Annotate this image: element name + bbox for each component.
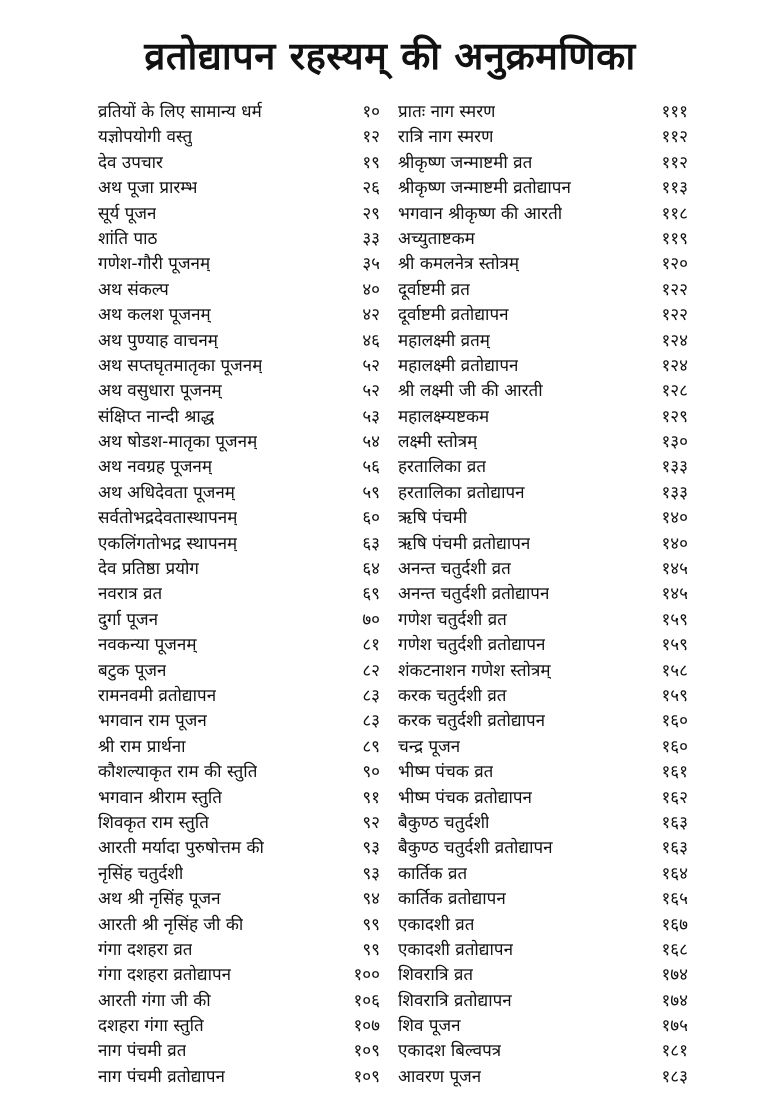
toc-entry-title: शंकटनाशन गणेश स्तोत्रम्	[398, 660, 551, 681]
toc-entry-page-number: १११	[661, 102, 688, 122]
toc-entry-page-number: ४२	[362, 305, 380, 326]
toc-entry	[98, 608, 380, 633]
toc-entry-title: सर्वतोभद्रदेवतास्थापनम्	[98, 508, 238, 529]
toc-entry	[98, 659, 380, 684]
toc-entry-page-number: ३३	[362, 228, 380, 249]
toc-entry-title: अथ अधिदेवता पूजनम्	[98, 482, 235, 503]
toc-entry	[98, 913, 380, 938]
toc-entry-title: शिवकृत राम स्तुति	[98, 812, 209, 833]
toc-entry-page-number: १७५	[661, 1016, 688, 1037]
toc-entry-title: अथ संकल्प	[98, 279, 169, 300]
toc-entry-title: आवरण पूजन	[398, 1066, 482, 1087]
toc-entry-page-number: १०९	[353, 1041, 380, 1062]
toc-entry	[98, 227, 380, 252]
toc-entry-title: गणेश चतुर्दशी व्रतोद्यापन	[398, 635, 546, 656]
toc-entry-title: करक चतुर्दशी व्रतोद्यापन	[398, 711, 546, 732]
toc-entry	[398, 227, 688, 252]
toc-entry	[98, 405, 380, 430]
toc-entry	[398, 633, 688, 658]
toc-entry-page-number: २९	[362, 203, 380, 224]
toc-entry-title: भगवान राम पूजन	[98, 711, 207, 732]
toc-entry-title: गंगा दशहरा व्रत	[98, 939, 193, 960]
toc-entry-title: भगवान श्रीराम स्तुति	[98, 787, 222, 808]
toc-entry	[398, 938, 688, 963]
toc-entry-title: आरती श्री नृसिंह जी की	[98, 914, 244, 935]
toc-entry	[98, 862, 380, 887]
toc-entry-page-number: १५९	[661, 685, 688, 706]
left-column	[98, 100, 380, 1090]
toc-entry-page-number: १५९	[661, 635, 688, 656]
toc-entry	[98, 252, 380, 277]
toc-entry-page-number: ५२	[362, 381, 380, 402]
toc-entry-title: रामनवमी व्रतोद्यापन	[98, 685, 217, 706]
toc-entry	[98, 963, 380, 988]
toc-entry	[398, 532, 688, 557]
toc-entry-title: देव प्रतिष्ठा प्रयोग	[98, 559, 199, 580]
toc-entry-page-number: ८३	[362, 711, 380, 732]
toc-entry	[398, 836, 688, 861]
toc-entry-page-number: ९४	[362, 889, 380, 910]
toc-entry-title: एकलिंगतोभद्र स्थापनम्	[98, 533, 238, 554]
toc-entry-page-number: ११२	[661, 127, 688, 148]
toc-entry-page-number: ५२	[362, 355, 380, 376]
toc-entry	[398, 405, 688, 430]
toc-entry-title: शिवरात्रि व्रतोद्यापन	[398, 990, 512, 1011]
toc-entry-title: श्री लक्ष्मी जी की आरती	[398, 381, 543, 402]
toc-entry	[98, 430, 380, 455]
toc-entry	[98, 709, 380, 734]
toc-entry	[98, 557, 380, 582]
toc-entry-title: भगवान श्रीकृष्ण की आरती	[398, 203, 563, 224]
toc-entry	[98, 100, 380, 125]
toc-entry-title: गणेश-गौरी पूजनम्	[98, 254, 211, 275]
toc-entry-page-number: १५९	[661, 609, 688, 630]
toc-entry	[98, 481, 380, 506]
toc-entry	[398, 786, 688, 811]
toc-entry-title: लक्ष्मी स्तोत्रम्	[398, 432, 478, 453]
toc-entry	[98, 379, 380, 404]
toc-entry-title: अथ वसुधारा पूजनम्	[98, 381, 222, 402]
toc-entry-page-number: ९३	[362, 838, 380, 859]
toc-entry-page-number: १२२	[661, 305, 688, 326]
toc-entry-page-number: १०	[362, 102, 380, 122]
toc-entry-title: एकादश बिल्वपत्र	[398, 1041, 502, 1062]
toc-entry-title: व्रतियों के लिए सामान्य धर्म	[98, 102, 262, 122]
toc-entry-title: महालक्ष्मी व्रतोद्यापन	[398, 355, 519, 376]
toc-entry-title: रात्रि नाग स्मरण	[398, 127, 494, 148]
toc-entry	[98, 582, 380, 607]
toc-entry	[98, 633, 380, 658]
toc-entry	[398, 963, 688, 988]
toc-entry-title: नवरात्र व्रत	[98, 584, 163, 605]
toc-entry-title: आरती गंगा जी की	[98, 990, 211, 1011]
toc-entry-title: दशहरा गंगा स्तुति	[98, 1016, 204, 1037]
toc-entry-title: ऋषि पंचमी व्रतोद्यापन	[398, 533, 531, 554]
toc-entry-page-number: १३०	[661, 432, 688, 453]
toc-entry-title: अथ कलश पूजनम्	[98, 305, 211, 326]
toc-entry-page-number: ६९	[362, 584, 380, 605]
toc-entry-page-number: १०७	[353, 1016, 380, 1037]
toc-entry	[98, 989, 380, 1014]
toc-entry	[398, 481, 688, 506]
toc-entry-page-number: १०९	[353, 1066, 380, 1087]
toc-entry-page-number: १२४	[661, 355, 688, 376]
toc-entry-page-number: ९९	[362, 914, 380, 935]
toc-entry	[98, 151, 380, 176]
toc-entry-title: श्री कमलनेत्र स्तोत्रम्	[398, 254, 520, 275]
toc-entry-page-number: ६४	[362, 559, 380, 580]
toc-entry	[398, 608, 688, 633]
toc-entry	[398, 1065, 688, 1090]
toc-entry-page-number: ८२	[362, 660, 380, 681]
toc-entry	[398, 582, 688, 607]
toc-entry-page-number: १६०	[661, 736, 688, 757]
toc-entry-page-number: १४०	[661, 533, 688, 554]
toc-entry	[98, 1065, 380, 1090]
toc-entry	[98, 176, 380, 201]
toc-entry-page-number: १८३	[661, 1066, 688, 1087]
toc-entry-title: हरतालिका व्रत	[398, 457, 487, 478]
toc-entry-page-number: १६२	[661, 787, 688, 808]
toc-entry	[398, 202, 688, 227]
toc-entry-page-number: १२४	[661, 330, 688, 351]
toc-entry-page-number: ९९	[362, 939, 380, 960]
toc-entry	[98, 760, 380, 785]
toc-entry-page-number: १५८	[661, 660, 688, 681]
toc-entry	[98, 684, 380, 709]
toc-entry-title: दुर्गा पूजन	[98, 609, 159, 630]
toc-entry-page-number: ८३	[362, 685, 380, 706]
toc-entry-title: अथ षोडश-मातृका पूजनम्	[98, 432, 258, 453]
toc-entry-title: अनन्त चतुर्दशी व्रतोद्यापन	[398, 584, 550, 605]
toc-entry-page-number: १३३	[661, 457, 688, 478]
toc-entry-title: दूर्वाष्टमी व्रतोद्यापन	[398, 305, 509, 326]
toc-entry	[98, 532, 380, 557]
toc-entry	[398, 455, 688, 480]
toc-entry-page-number: ७०	[362, 609, 380, 630]
toc-entry	[398, 151, 688, 176]
toc-entry-page-number: १२८	[661, 381, 688, 402]
toc-entry-title: अच्युताष्टकम	[398, 228, 475, 249]
toc-entry-page-number: २६	[362, 178, 380, 199]
right-column	[398, 100, 688, 1090]
toc-entry-page-number: ३५	[362, 254, 380, 275]
toc-entry	[398, 379, 688, 404]
toc-entry	[98, 125, 380, 150]
toc-entry-title: ऋषि पंचमी	[398, 508, 468, 529]
toc-entry	[98, 303, 380, 328]
page-title: व्रतोद्यापन रहस्यम् की अनुक्रमणिका	[144, 34, 636, 78]
toc-entry-page-number: १७४	[661, 990, 688, 1011]
toc-entry-title: नाग पंचमी व्रतोद्यापन	[98, 1066, 225, 1087]
toc-entry	[398, 252, 688, 277]
toc-entry-page-number: १२२	[661, 279, 688, 300]
toc-entry	[398, 506, 688, 531]
toc-entry	[98, 786, 380, 811]
toc-entry-page-number: ५९	[362, 482, 380, 503]
toc-entry-title: एकादशी व्रत	[398, 914, 475, 935]
toc-entry-title: गंगा दशहरा व्रतोद्यापन	[98, 965, 232, 986]
toc-entry-title: यज्ञोपयोगी वस्तु	[98, 127, 193, 148]
toc-entry-page-number: १६३	[661, 838, 688, 859]
toc-entry	[398, 887, 688, 912]
toc-entry-title: नृसिंह चतुर्दशी	[98, 863, 184, 884]
toc-entry-page-number: १६०	[661, 711, 688, 732]
toc-entry-page-number: १६५	[661, 889, 688, 910]
toc-entry-page-number: १३३	[661, 482, 688, 503]
toc-entry-title: गणेश चतुर्दशी व्रत	[398, 609, 507, 630]
toc-entry	[98, 278, 380, 303]
toc-entry	[98, 735, 380, 760]
toc-entry-page-number: १४५	[661, 559, 688, 580]
toc-entry-title: बैकुण्ठ चतुर्दशी व्रतोद्यापन	[398, 838, 553, 859]
toc-entry-page-number: ५३	[362, 406, 380, 427]
toc-entry-page-number: ११२	[661, 152, 688, 173]
toc-entry-page-number: १७४	[661, 965, 688, 986]
toc-entry-page-number: ९०	[362, 762, 380, 783]
toc-entry	[398, 176, 688, 201]
toc-entry-page-number: १६१	[661, 762, 688, 783]
toc-entry-title: बटुक पूजन	[98, 660, 167, 681]
toc-entry-title: शिव पूजन	[398, 1016, 461, 1037]
toc-entry-title: भीष्म पंचक व्रतोद्यापन	[398, 787, 532, 808]
toc-entry-page-number: ४०	[362, 279, 380, 300]
toc-entry-title: आरती मर्यादा पुरुषोत्तम की	[98, 838, 264, 859]
toc-entry-title: देव उपचार	[98, 152, 164, 173]
toc-entry-page-number: ११३	[661, 178, 688, 199]
toc-entry-page-number: ६०	[362, 508, 380, 529]
toc-entry-page-number: १६८	[661, 939, 688, 960]
toc-entry-page-number: १४०	[661, 508, 688, 529]
toc-entry-page-number: १४५	[661, 584, 688, 605]
toc-entry-page-number: १००	[353, 965, 380, 986]
toc-entry	[98, 811, 380, 836]
toc-entry	[398, 862, 688, 887]
toc-entry-page-number: १२९	[661, 406, 688, 427]
toc-entry	[398, 760, 688, 785]
toc-entry-title: अथ सप्तघृतमातृका पूजनम्	[98, 355, 263, 376]
toc-entry	[398, 329, 688, 354]
toc-entry	[98, 1039, 380, 1064]
toc-entry-title: करक चतुर्दशी व्रत	[398, 685, 507, 706]
toc-entry-title: प्रातः नाग स्मरण	[398, 102, 496, 122]
toc-entry	[98, 506, 380, 531]
toc-entry-title: चन्द्र पूजन	[398, 736, 461, 757]
toc-entry-page-number: १८१	[661, 1041, 688, 1062]
toc-entry-title: सूर्य पूजन	[98, 203, 157, 224]
toc-entry-title: बैकुण्ठ चतुर्दशी	[398, 812, 490, 833]
toc-entry-page-number: ९३	[362, 863, 380, 884]
toc-entry-title: अथ नवग्रह पूजनम्	[98, 457, 213, 478]
toc-entry-title: कार्तिक व्रत	[398, 863, 468, 884]
toc-entry-title: अनन्त चतुर्दशी व्रत	[398, 559, 511, 580]
toc-entry-title: हरतालिका व्रतोद्यापन	[398, 482, 525, 503]
toc-entry-title: अथ पुण्याह वाचनम्	[98, 330, 218, 351]
toc-entry	[398, 659, 688, 684]
toc-entry-title: संक्षिप्त नान्दी श्राद्ध	[98, 406, 215, 427]
toc-entry-title: श्रीकृष्ण जन्माष्टमी व्रत	[398, 152, 533, 173]
toc-entry-page-number: ११९	[661, 228, 688, 249]
toc-entry-page-number: ६३	[362, 533, 380, 554]
toc-entry-page-number: १२०	[661, 254, 688, 275]
toc-entry-title: कार्तिक व्रतोद्यापन	[398, 889, 506, 910]
toc-entry-page-number: १०६	[353, 990, 380, 1011]
toc-entry	[398, 354, 688, 379]
toc-entry-page-number: ४६	[362, 330, 380, 351]
toc-entry	[398, 1014, 688, 1039]
toc-entry	[398, 278, 688, 303]
toc-entry-title: शांति पाठ	[98, 228, 158, 249]
toc-entry	[398, 557, 688, 582]
toc-entry-page-number: १६७	[661, 914, 688, 935]
toc-entry-title: श्री राम प्रार्थना	[98, 736, 186, 757]
toc-entry	[398, 430, 688, 455]
toc-entry	[398, 1039, 688, 1064]
toc-entry-page-number: १६४	[661, 863, 688, 884]
toc-entry	[98, 455, 380, 480]
toc-entry-page-number: ११८	[661, 203, 688, 224]
toc-entry-page-number: ९१	[362, 787, 380, 808]
toc-entry	[398, 303, 688, 328]
toc-entry	[98, 1014, 380, 1039]
toc-entry-title: भीष्म पंचक व्रत	[398, 762, 494, 783]
toc-entry-title: श्रीकृष्ण जन्माष्टमी व्रतोद्यापन	[398, 178, 571, 199]
toc-entry-title: नवकन्या पूजनम्	[98, 635, 197, 656]
toc-entry-page-number: १९	[362, 152, 380, 173]
toc-entry	[98, 329, 380, 354]
toc-entry-page-number: ८९	[362, 736, 380, 757]
toc-entry	[398, 989, 688, 1014]
toc-entry-title: महालक्ष्म्यष्टकम	[398, 406, 490, 427]
toc-entry-page-number: १२	[362, 127, 380, 148]
toc-entry	[398, 100, 688, 125]
toc-entry	[398, 684, 688, 709]
toc-entry-title: कौशल्याकृत राम की स्तुति	[98, 762, 258, 783]
toc-entry-page-number: ९२	[362, 812, 380, 833]
toc-entry	[398, 125, 688, 150]
toc-entry-page-number: १६३	[661, 812, 688, 833]
toc-entry	[98, 887, 380, 912]
toc-entry	[398, 735, 688, 760]
toc-entry	[398, 709, 688, 734]
toc-entry	[398, 913, 688, 938]
toc-entry-title: एकादशी व्रतोद्यापन	[398, 939, 514, 960]
toc-entry	[398, 811, 688, 836]
toc-entry-title: अथ पूजा प्रारम्भ	[98, 178, 198, 199]
toc-entry	[98, 938, 380, 963]
toc-entry-title: अथ श्री नृसिंह पूजन	[98, 889, 221, 910]
toc-entry-title: शिवरात्रि व्रत	[398, 965, 474, 986]
toc-entry	[98, 202, 380, 227]
toc-entry-page-number: ८१	[362, 635, 380, 656]
toc-entry-title: महालक्ष्मी व्रतम्	[398, 330, 490, 351]
toc-entry-page-number: ५४	[362, 432, 380, 453]
toc-entry-page-number: ५६	[362, 457, 380, 478]
toc-entry-title: दूर्वाष्टमी व्रत	[398, 279, 470, 300]
toc-entry	[98, 836, 380, 861]
toc-entry-title: नाग पंचमी व्रत	[98, 1041, 187, 1062]
toc-entry	[98, 354, 380, 379]
